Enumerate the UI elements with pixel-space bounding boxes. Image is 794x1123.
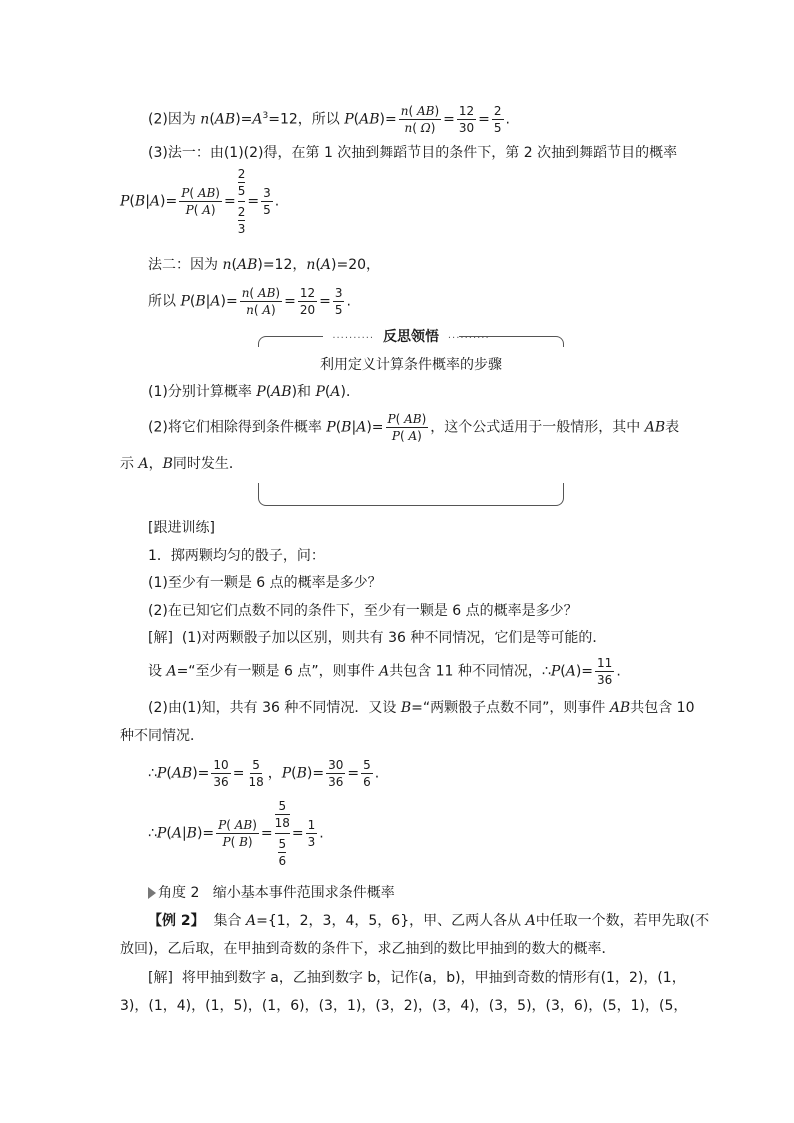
reflection-step1: (1)分别计算概率 P(AB)和 P(A)．	[148, 384, 360, 400]
solution1-text: (1)对两颗骰子加以区别，则共有 36 种不同情况，它们是等可能的．	[181, 630, 607, 646]
box-bottom	[258, 483, 564, 506]
step2-period: .	[505, 111, 510, 128]
fraction-pab-over-pa: $\frac{P( AB)}{P( A)}$	[181, 186, 220, 217]
practice-header	[148, 519, 215, 537]
step2b-text-c: 表	[665, 419, 680, 436]
step3-text: (3)法一：由(1)(2)得，在第 1 次抽到舞蹈节目的条件下，第 2 次抽到舞蹈节目的概率	[148, 145, 678, 161]
reflection-step2: (2)将它们相除得到条件概率 P(B|A)= $\frac{P( AB)}{P( A)}$ ，这个公式适用于一般情形，其中 AB表	[148, 412, 680, 443]
fraction-3-5-b: $\frac{3}{5}$	[334, 286, 343, 317]
dots-left: ··········	[332, 333, 375, 344]
subtitle-text: 利用定义计算条件概率的步骤	[320, 357, 502, 373]
step3b-text: 示	[120, 456, 139, 472]
compound-fraction: 2 5 2 3	[237, 167, 246, 236]
fraction-11-36: $\frac{11}{36}$	[597, 656, 613, 687]
q1a-text: (1)至少有一颗是 6 点的概率是多少？	[148, 575, 382, 591]
fraction-12-30: $\frac{12}{30}$	[458, 104, 475, 135]
step2-line: (2)因为 $n(AB)=A^3=12$，所以 P(AB)= $\frac{n( AB)}{n( \Omega)}$ = $\frac{12}{30}$ = $\frac{2}{5}$ .	[148, 104, 510, 135]
step2-text-a: (2)因为	[148, 111, 201, 128]
fraction-n-ab-over-n-omega: $\frac{n( AB)}{n( \Omega)}$	[400, 104, 440, 135]
a-math: A	[252, 111, 263, 128]
solution-line4	[120, 727, 204, 745]
compound-fraction-2: 5 18 5 6	[274, 799, 290, 868]
pba-formula: P(B|A)= $\frac{P( AB)}{P( A)}$ = 2 5 2 3 = $\frac{3}{5}$ .	[120, 167, 280, 236]
method2-text-a: 法二：因为	[148, 257, 223, 273]
method2-text-c: =20，	[336, 257, 381, 273]
ex-t1b: ={1，2，3，4，5，6}，甲、乙两人各从	[256, 913, 526, 929]
fraction-5-18: $\frac{5}{18}$	[248, 758, 264, 789]
practice-header-text: [跟进训练]	[148, 520, 215, 536]
sol4-text: 种不同情况．	[120, 728, 204, 744]
step1-and: 和	[297, 384, 316, 400]
step3-line	[148, 144, 677, 162]
sol2-c: 共包含 11 种不同情况，∴	[389, 663, 551, 680]
triangle-marker-icon	[148, 887, 156, 899]
step2-text-b: =12，所以	[268, 111, 345, 128]
solution-line2: 设 A=“至少有一颗是 6 点”，则事件 A共包含 11 种不同情况，∴P(A)= $\frac{11}{36}$ .	[148, 656, 621, 687]
reflection-step3: 示 A，B同时发生．	[120, 456, 243, 472]
example-solution1	[148, 969, 686, 987]
example-line1: 【例 2】 集合 A={1，2，3，4，5，6}，甲、乙两人各从 A中任取一个数，若甲先取(不	[148, 913, 710, 929]
sol2-a: 设	[148, 663, 167, 680]
therefore-1: ∴	[148, 765, 157, 782]
q1b-text: (2)在已知它们点数不同的条件下，至少有一颗是 6 点的概率是多少？	[148, 603, 578, 619]
sol3-b: =“两颗骰子点数不同”，则事件	[411, 700, 610, 716]
solution-line5: ∴P(AB)= $\frac{10}{36}$ = $\frac{5}{18}$ ，P(B)= $\frac{30}{36}$ = $\frac{5}{6}$ .	[148, 758, 380, 789]
example-solution2	[120, 997, 687, 1015]
practice-q1	[148, 547, 325, 565]
n-ab-math: n	[200, 111, 210, 128]
reflection-subtitle	[258, 356, 564, 374]
solution-line3: (2)由(1)知，共有 36 种不同情况．又设 B=“两颗骰子点数不同”，则事件 AB共包含 10	[148, 700, 695, 716]
fraction-pab-pa-2: $\frac{P( AB)}{P( A)}$	[387, 412, 427, 443]
ex-s1: 将甲抽到数字 a，乙抽到数字 b，记作(a，b)，甲抽到奇数的情形有(1，2)，(1，	[181, 970, 686, 986]
example-solution-tag: [解]	[148, 970, 173, 986]
angle-label: 角度 2	[158, 885, 200, 901]
method2-so: 所以	[148, 293, 181, 310]
fraction-5-6: $\frac{5}{6}$	[363, 758, 371, 789]
angle-title: 缩小基本事件范围求条件概率	[212, 885, 395, 901]
example-line2	[120, 940, 615, 958]
fraction-10-36: $\frac{10}{36}$	[213, 758, 229, 789]
sol2-b: =“至少有一颗是 6 点”，则事件	[176, 663, 380, 680]
ex-t2: 放回)，乙后取，在甲抽到奇数的条件下，求乙抽到的数比甲抽到的数大的概率．	[120, 941, 616, 957]
ex-s2: 3)，(1，4)，(1，5)，(1，6)，(3，1)，(3，2)，(3，4)，(3，5)，(3，6)，(5，1)，(5，	[120, 998, 688, 1014]
dots-right: ··········	[447, 333, 490, 344]
superscript-3: 3	[262, 110, 269, 121]
fraction-30-36: $\frac{30}{36}$	[328, 758, 344, 789]
practice-q1b	[148, 602, 578, 620]
method2-result: 所以 P(B|A)= $\frac{n( AB)}{n( A)}$ = $\frac{12}{20}$ = $\frac{3}{5}$ .	[148, 286, 351, 317]
step1-text: (1)分别计算概率	[148, 384, 257, 400]
step2b-text-b: ，这个公式适用于一般情形，其中	[430, 419, 645, 436]
fraction-1-3: $\frac{1}{3}$	[307, 818, 316, 849]
p-ab-math: P	[344, 111, 354, 128]
q1-text: 1．掷两颗均匀的骰子，问：	[148, 548, 325, 564]
fraction-3-5: $\frac{3}{5}$	[263, 186, 271, 217]
ab-math-2: AB	[359, 111, 380, 128]
solution-tag: [解]	[148, 630, 173, 646]
method2-text-b: =12，	[262, 257, 307, 273]
ex-t1a: 集合	[213, 913, 246, 929]
method2-line: 法二：因为 n(AB)=12，n(A)=20，	[148, 257, 381, 273]
ex-t1c: 中任取一个数，若甲先取(不	[535, 913, 710, 929]
fraction-2-5: $\frac{2}{5}$	[493, 104, 502, 135]
therefore-2: ∴	[148, 825, 157, 842]
fraction-12-20: $\frac{12}{20}$	[299, 286, 316, 317]
angle-heading	[148, 884, 395, 902]
reflection-title: 反思领悟	[379, 329, 443, 345]
sol3-c: 共包含 10	[630, 700, 695, 716]
example-tag: 【例 2】	[148, 913, 205, 929]
reflection-title-row	[258, 326, 564, 346]
sol3-a: (2)由(1)知，共有 36 种不同情况．又设	[148, 700, 401, 716]
fraction-pab-pb: $\frac{P( AB)}{P( B)}$	[218, 818, 257, 849]
solution-line6: ∴P(A|B)= $\frac{P( AB)}{P( B)}$ = 5 18 5 6 = $\frac{1}{3}$ .	[148, 799, 324, 868]
step2b-text-a: (2)将它们相除得到条件概率	[148, 419, 327, 436]
practice-q1a	[148, 574, 382, 592]
solution-line1	[148, 629, 606, 647]
ab-math: AB	[214, 111, 236, 128]
fraction-nab-na: $\frac{n( AB)}{n( A)}$	[241, 286, 281, 317]
